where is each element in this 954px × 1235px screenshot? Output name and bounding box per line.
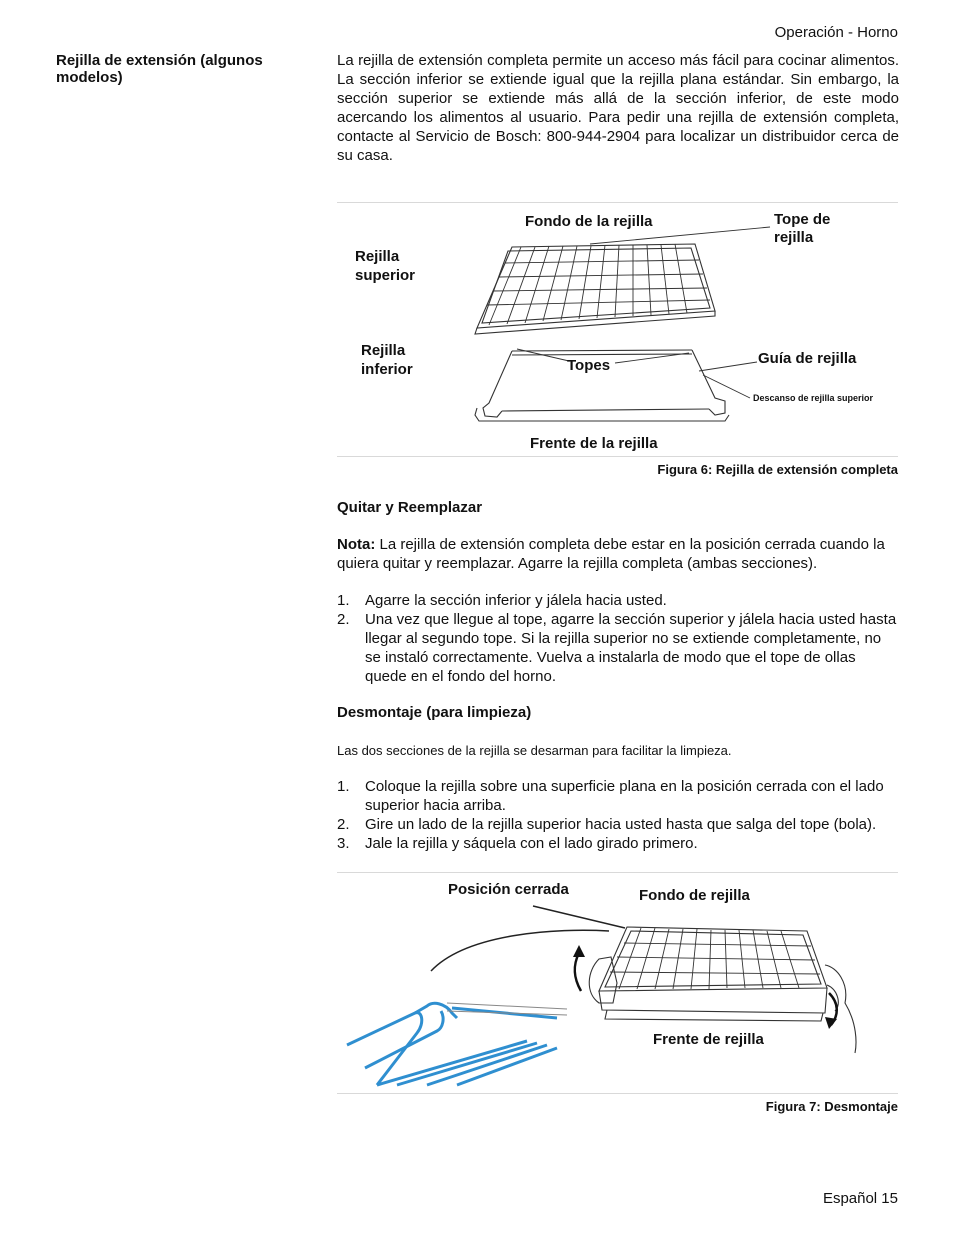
label-superior-1: Rejilla xyxy=(355,248,400,265)
label-tope-1: Tope de xyxy=(774,211,831,228)
label-descanso: Descanso de rejilla superior xyxy=(753,393,874,403)
section-title: Rejilla de extensión (algunos modelos) xyxy=(56,52,263,86)
list-item xyxy=(337,777,899,815)
disassembly-heading: Desmontaje (para limpieza) xyxy=(337,704,532,721)
list-item xyxy=(337,591,899,610)
step-number: 3. xyxy=(337,835,350,852)
rack-illustration-icon xyxy=(337,203,898,456)
disassembly-intro: Las dos secciones de la rejilla se desarman para facilitar la limpieza. xyxy=(337,743,732,758)
label-frente: Frente de la rejilla xyxy=(530,435,658,452)
step-text: Jale la rejilla y sáquela con el lado girado primero. xyxy=(365,835,698,852)
step-number: 2. xyxy=(337,816,350,833)
figure-6-bottom-rule xyxy=(337,456,898,457)
figure-7-caption: Figura 7: Desmontaje xyxy=(765,1099,898,1114)
label-topes: Topes xyxy=(567,357,611,374)
figure-7 xyxy=(337,873,898,1093)
label-superior-2: superior xyxy=(355,267,416,284)
step-text: Una vez que llegue al tope, agarre la sección superior y jálela hacia usted hasta llegar al segundo tope. Si la rejilla superior no se extiende completamente, no se instaló correctamente. Vuelva a instalarla de modo que el tope de ollas quede en el fondo del horno. xyxy=(365,611,897,685)
figure-7-bottom-rule xyxy=(337,1093,898,1094)
list-item xyxy=(337,815,899,834)
label-frente-rejilla: Frente de rejilla xyxy=(653,1031,764,1048)
note-text: La rejilla de extensión completa debe estar en la posición cerrada cuando la quiera quitar y reemplazar. Agarre la rejilla completa (ambas secciones). xyxy=(337,536,885,572)
disassembly-steps xyxy=(337,777,899,853)
label-tope-2: rejilla xyxy=(774,229,814,246)
step-number: 1. xyxy=(337,778,350,795)
figure-6-caption: Figura 6: Rejilla de extensión completa xyxy=(657,462,898,477)
figure-6 xyxy=(337,203,898,456)
list-item xyxy=(337,834,899,853)
list-item xyxy=(337,610,899,686)
label-guia: Guía de rejilla xyxy=(758,350,857,367)
remove-steps xyxy=(337,591,899,686)
intro-paragraph: La rejilla de extensión completa permite un acceso más fácil para cocinar alimentos. La sección inferior se extiende igual que la rejilla plana estándar. Sin embargo, la sección superior se extiende más allá de la sección inferior, de este modo acercando los alimentos al usuario. Para pedir una rejilla de extensión completa, contacte al Servicio de Bosch: 800-944-2904 para localizar un distribuidor cerca de su casa. xyxy=(337,52,899,164)
running-header: Operación - Horno xyxy=(774,24,898,41)
label-fondo: Fondo de la rejilla xyxy=(525,213,653,230)
step-text: Gire un lado de la rejilla superior hacia usted hasta que salga del tope (bola). xyxy=(365,816,877,833)
label-inferior-1: Rejilla xyxy=(361,342,406,359)
label-fondo-rejilla: Fondo de rejilla xyxy=(639,887,750,904)
label-inferior-2: inferior xyxy=(361,361,413,378)
step-text: Agarre la sección inferior y jálela hacia usted. xyxy=(365,592,667,609)
step-text: Coloque la rejilla sobre una superficie plana en la posición cerrada con el lado superior hacia arriba. xyxy=(365,778,884,814)
page-number: Español 15 xyxy=(822,1190,898,1207)
remove-heading: Quitar y Reemplazar xyxy=(337,499,483,516)
step-number: 2. xyxy=(337,611,350,628)
step-number: 1. xyxy=(337,592,350,609)
label-cerrada: Posición cerrada xyxy=(448,881,569,898)
note-label: Nota: xyxy=(337,536,376,553)
disassembly-illustration-icon xyxy=(337,873,898,1093)
remove-note xyxy=(337,535,899,573)
